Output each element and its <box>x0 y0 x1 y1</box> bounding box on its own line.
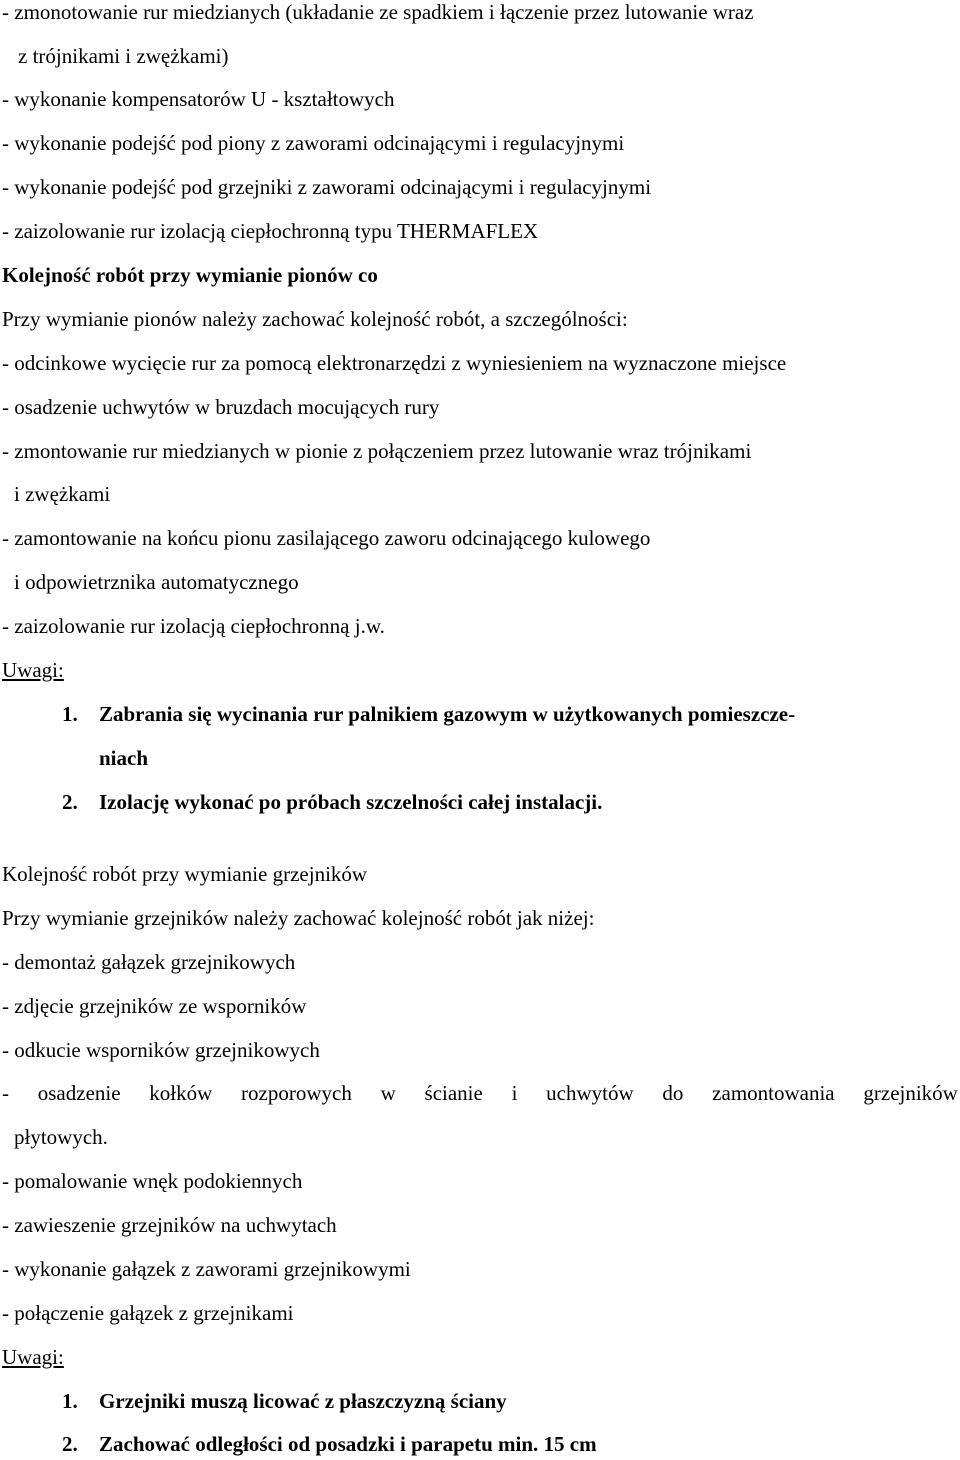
word: uchwytów <box>546 1081 634 1105</box>
note-number: 1. <box>62 1389 78 1413</box>
list-item-continuation: i odpowietrznika automatycznego <box>14 570 299 594</box>
word: kołków <box>149 1081 213 1105</box>
list-item: - pomalowanie wnęk podokiennych <box>2 1169 303 1193</box>
list-item: - odcinkowe wycięcie rur za pomocą elektronarzędzi z wyniesieniem na wyznaczone miejsce <box>2 351 787 375</box>
note-text-continuation: niach <box>99 746 149 770</box>
note-number: 1. <box>62 702 78 726</box>
note-number: 2. <box>62 1432 78 1456</box>
notes-label: Uwagi: <box>2 658 64 682</box>
note-text: Izolację wykonać po próbach szczelności całej instalacji. <box>99 790 603 814</box>
word: grzejników <box>863 1081 958 1105</box>
word: zamontowania <box>712 1081 835 1105</box>
word: - <box>2 1081 9 1105</box>
section-intro: Przy wymianie grzejników należy zachować kolejność robót jak niżej: <box>2 906 595 930</box>
list-item: - zmonotowanie rur miedzianych (układanie ze spadkiem i łączenie przez lutowanie wraz <box>2 0 754 24</box>
section-intro: Przy wymianie pionów należy zachować kolejność robót, a szczególności: <box>2 307 628 331</box>
word: ścianie <box>424 1081 483 1105</box>
list-item: - zaizolowanie rur izolacją ciepłochronną typu THERMAFLEX <box>2 219 539 243</box>
word: do <box>662 1081 684 1105</box>
section-heading: Kolejność robót przy wymianie pionów co <box>2 263 378 287</box>
justified-list-item <box>2 1081 958 1105</box>
list-item: - wykonanie gałązek z zaworami grzejnikowymi <box>2 1257 411 1281</box>
word: rozporowych <box>241 1081 352 1105</box>
list-item-continuation: z trójnikami i zwężkami) <box>18 44 229 68</box>
list-item: - wykonanie kompensatorów U - kształtowych <box>2 87 395 111</box>
list-item: - zawieszenie grzejników na uchwytach <box>2 1213 337 1237</box>
list-item: - zdjęcie grzejników ze wsporników <box>2 994 307 1018</box>
list-item: - zamontowanie na końcu pionu zasilającego zaworu odcinającego kulowego <box>2 526 651 550</box>
note-number: 2. <box>62 790 78 814</box>
list-item: - zaizolowanie rur izolacją ciepłochronną j.w. <box>2 614 385 638</box>
justified-row <box>2 1081 958 1105</box>
list-item: - połączenie gałązek z grzejnikami <box>2 1301 294 1325</box>
notes-label: Uwagi: <box>2 1345 64 1369</box>
word: i <box>511 1081 518 1105</box>
list-item-continuation: i zwężkami <box>14 482 111 506</box>
note-text: Zabrania się wycinania rur palnikiem gazowym w użytkowanych pomieszcze- <box>99 702 796 726</box>
word: w <box>380 1081 396 1105</box>
list-item: - odkucie wsporników grzejnikowych <box>2 1038 320 1062</box>
list-item-continuation: płytowych. <box>14 1125 108 1149</box>
list-item: - zmontowanie rur miedzianych w pionie z połączeniem przez lutowanie wraz trójnikami <box>2 439 752 463</box>
note-text: Grzejniki muszą licować z płaszczyzną ściany <box>99 1389 507 1413</box>
list-item: - wykonanie podejść pod grzejniki z zaworami odcinającymi i regulacyjnymi <box>2 175 652 199</box>
list-item: - demontaż gałązek grzejnikowych <box>2 950 296 974</box>
list-item: - osadzenie uchwytów w bruzdach mocujących rury <box>2 395 440 419</box>
word: osadzenie <box>37 1081 121 1105</box>
section-heading: Kolejność robót przy wymianie grzejników <box>2 862 368 886</box>
note-text: Zachować odległości od posadzki i parapetu min. 15 cm <box>99 1432 597 1456</box>
list-item: - wykonanie podejść pod piony z zaworami odcinającymi i regulacyjnymi <box>2 131 625 155</box>
